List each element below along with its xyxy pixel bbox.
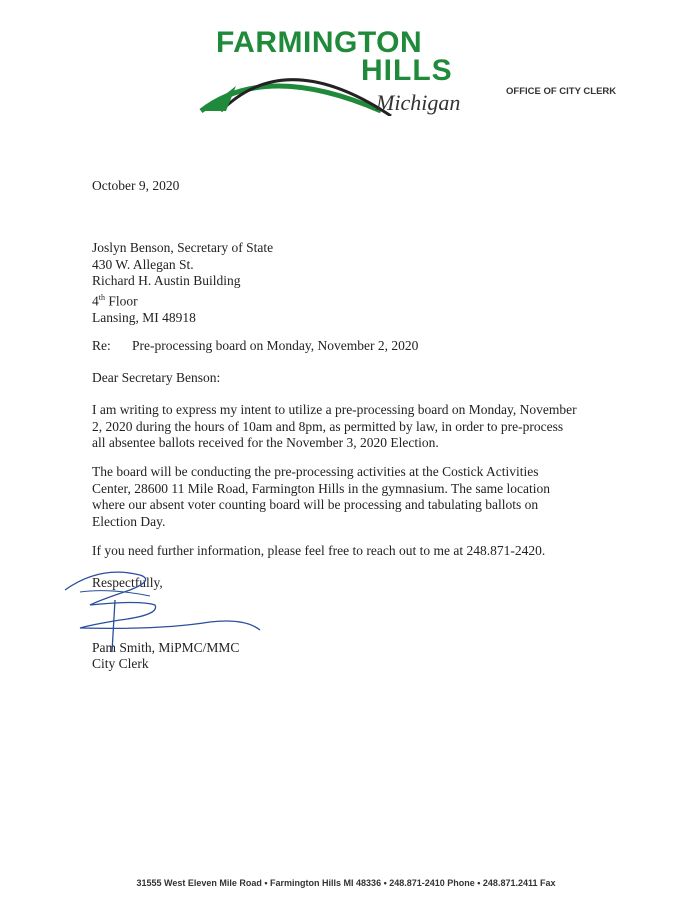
recipient-floor: 4th Floor (92, 292, 138, 308)
re-label: Re: (92, 338, 111, 353)
recipient-line: Joslyn Benson, Secretary of State (92, 240, 274, 255)
recipient-line: 430 W. Allegan St. (92, 256, 194, 272)
logo-text-michigan: Michigan (376, 90, 461, 115)
footer-address: 31555 West Eleven Mile Road • Farmington Hills MI 48336 • 248.871-2410 Phone • 248.871.2411 Fax (136, 878, 556, 888)
letterhead-logo (196, 26, 486, 121)
closing: Respectfully, (92, 575, 163, 590)
paragraph-line: The board will be conducting the pre-processing activities at the Costick Activities (92, 464, 539, 479)
salutation: Dear Secretary Benson: (92, 370, 221, 385)
signer-title: City Clerk (92, 656, 149, 671)
body-paragraph-3: If you need further information, please feel free to reach out to me at 248.871-2420. (92, 543, 546, 558)
recipient-address (92, 240, 273, 326)
paragraph-line: all absentee ballots received for the November 3, 2020 Election. (92, 435, 439, 450)
recipient-line: Lansing, MI 48918 (92, 309, 196, 325)
re-subject: Pre-processing board on Monday, November 2, 2020 (132, 338, 419, 353)
paragraph-line: where our absent voter counting board will be processing and tabulating ballots on (92, 497, 539, 512)
body-paragraph-2 (92, 464, 572, 530)
letter-date: October 9, 2020 (92, 178, 180, 193)
paragraph-line: I am writing to express my intent to utilize a pre-processing board on Monday, November (92, 402, 577, 417)
body-paragraph-1 (92, 402, 577, 452)
paragraph-line: 2, 2020 during the hours of 10am and 8pm, as permitted by law, in order to pre-process (92, 418, 564, 434)
recipient-line: Richard H. Austin Building (92, 273, 241, 288)
paragraph-line: Election Day. (92, 513, 166, 529)
paragraph-line: Center, 28600 11 Mile Road, Farmington Hills in the gymnasium. The same location (92, 480, 551, 496)
signer-name: Pam Smith, MiPMC/MMC (92, 640, 240, 655)
office-label: OFFICE OF CITY CLERK (506, 86, 617, 97)
re-line (92, 338, 418, 355)
logo-text-farmington: FARMINGTON (216, 26, 423, 59)
logo-text-hills: HILLS (361, 54, 453, 87)
